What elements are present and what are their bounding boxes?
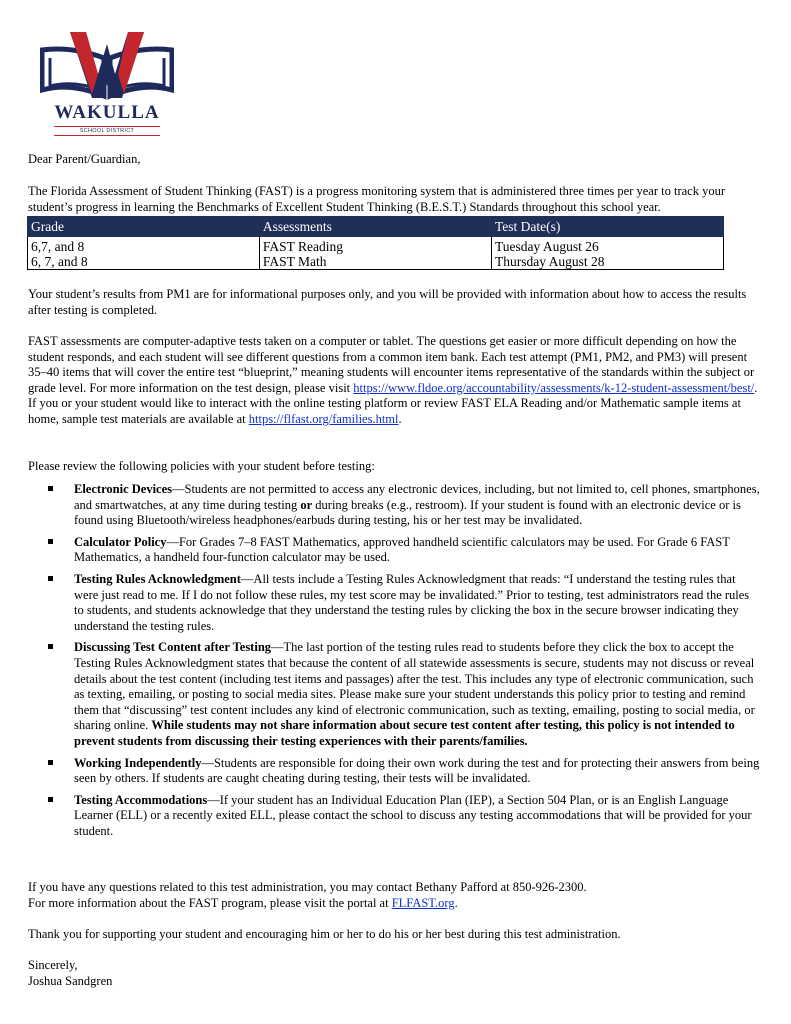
- results-paragraph: Your student’s results from PM1 are for informational purposes only, and you will be provided with information about how to access the results after testing is completed.: [28, 287, 747, 317]
- table-cell: FAST Reading: [259, 237, 491, 255]
- policy-list: [28, 482, 761, 839]
- policy-title: Electronic Devices: [74, 482, 172, 496]
- table-cell: FAST Math: [259, 254, 491, 270]
- thanks-paragraph: Thank you for supporting your student and encouraging him or her to do his or her best during this test administration.: [28, 927, 621, 941]
- policy-text: during breaks (e.g., restroom). If your student is found with an electronic device or is found using Bluetooth/wireless headphones/earbuds during testing, his or her test may be invalidated.: [74, 497, 741, 528]
- logo-divider: [54, 135, 160, 136]
- policy-text: —For Grades 7–8 FAST Mathematics, approved handheld scientific calculators may be used. For Grade 6 FAST Mathematics, a handheld four-function calculator may be used.: [74, 534, 730, 565]
- list-item: [28, 572, 761, 634]
- portal-line: [28, 896, 761, 912]
- closing-block: [28, 958, 761, 989]
- policy-title: Calculator Policy: [74, 534, 167, 549]
- policy-emphasis: or: [300, 497, 313, 512]
- bullet-icon: [48, 486, 53, 491]
- policy-text: —All tests include a Testing Rules Acknowledgment that reads: “I understand the testing rules that were just read to me. If I do not follow these rules, my test score may be invalidated.” Prior to testing, test administrators read the rules to students, and students acknowledge that they understand the testing rules by clicking the box in the secure browser indicating they understand the testing rules.: [74, 571, 750, 633]
- logo-subtitle: SCHOOL DISTRICT: [79, 128, 135, 134]
- logo-name: WAKULLA: [54, 102, 160, 123]
- policy-text: —Students are not permitted to access any electronic devices, including, but not limited to, cell phones, smartphones, and smartwatches, at any time during testing: [74, 482, 760, 512]
- logo-divider: [54, 126, 160, 127]
- table-header-cell: Grade: [28, 217, 260, 237]
- policy-title: Testing Rules Acknowledgment: [74, 571, 241, 586]
- table-row: [28, 254, 724, 270]
- list-item: [28, 756, 761, 787]
- intro-paragraph: The Florida Assessment of Student Thinking (FAST) is a progress monitoring system that is administered three times per year to track your student’s progress in learning the Benchmarks of Excellent Student Thinking (B.E.S.T.) Standards throughout this school year.: [28, 184, 725, 214]
- contact-line: If you have any questions related to this test administration, you may contact Bethany Pafford at 850-926-2300.: [28, 880, 587, 894]
- table-row: [28, 237, 724, 255]
- flfast-families-link[interactable]: https://flfast.org/families.html: [248, 411, 399, 426]
- signer-name: Joshua Sandgren: [28, 973, 113, 988]
- contact-block: [28, 880, 761, 911]
- table-header-cell: Test Date(s): [491, 217, 723, 237]
- bullet-icon: [48, 539, 53, 544]
- policy-title: Testing Accommodations: [74, 792, 208, 807]
- policy-text: —If your student has an Individual Education Plan (IEP), a Section 504 Plan, or is an English Language Learner (ELL) or a recently exited ELL, please contact the school to discuss any testing accommodations that will be provided for your student.: [74, 792, 752, 838]
- policy-text: —Students are responsible for doing their own work during the test and for protecting their answers from being seen by others. If students are caught cheating during testing, their tests will be invalidated.: [74, 755, 760, 786]
- list-item: [28, 535, 761, 566]
- bullet-icon: [48, 644, 53, 649]
- policies-intro: Please review the following policies with your student before testing:: [28, 459, 375, 473]
- table-cell: Tuesday August 26: [491, 237, 723, 255]
- flfast-portal-link[interactable]: FLFAST.org: [391, 895, 455, 910]
- table-header-cell: Assessments: [259, 217, 491, 237]
- bullet-icon: [48, 760, 53, 765]
- bullet-icon: [48, 576, 53, 581]
- fast-info-paragraph: [28, 334, 761, 428]
- policy-emphasis: While students may not share information about secure test content after testing, this policy is not intended to prevent students from discussing their testing experiences with their parents/families.: [74, 718, 735, 748]
- greeting: Dear Parent/Guardian,: [28, 152, 141, 166]
- list-item: [28, 793, 761, 840]
- fast-info-text: .: [398, 411, 402, 426]
- policy-title: Discussing Test Content after Testing: [74, 640, 272, 655]
- fast-info-text: . If you or your student would like to interact with the online testing platform or review FAST ELA Reading and/or Mathematic sample items at home, sample test materials are available at: [28, 380, 758, 426]
- list-item: [28, 482, 761, 529]
- list-item: [28, 640, 761, 749]
- bullet-icon: [48, 797, 53, 802]
- closing: Sincerely,: [28, 958, 78, 972]
- table-header-row: [28, 217, 724, 237]
- table-cell: Thursday August 28: [491, 254, 723, 270]
- book-w-logo-icon: [40, 28, 174, 108]
- policy-text: —The last portion of the testing rules read to students before they click the box to accept the Testing Rules Acknowledgment states that because the content of all statewide assessments is secure, students may not discuss or reveal details about the test content (including test items and passages) after the test. This includes any type of electronic communication, such as texting, emailing, or posting to social media sites. Please make sure your student understands this policy prior to testing and remind them that “discussing” test content includes any kind of electronic communication, such as texting, emailing, posting to social media, or sharing online.: [74, 640, 755, 733]
- portal-text: For more information about the FAST program, please visit the portal at: [28, 895, 392, 910]
- test-schedule-table: [27, 216, 724, 270]
- fldoe-link[interactable]: https://www.fldoe.org/accountability/assessments/k-12-student-assessment/best/: [353, 380, 755, 395]
- fast-info-text: FAST assessments are computer-adaptive tests taken on a computer or tablet. The questions get easier or more difficult depending on how the student responds, and each student will see different questions from a common item bank. Each test attempt (PM1, PM2, and PM3) will present 35–40 items that will cover the entire test “blueprint,” meaning students will encounter items representative of the standards within the subject or grade level. For more information on the test design, please visit: [28, 334, 755, 395]
- table-cell: 6,7, and 8: [28, 237, 260, 255]
- portal-end: .: [454, 895, 458, 910]
- district-logo: [40, 28, 180, 138]
- policy-title: Working Independently: [74, 755, 202, 770]
- table-cell: 6, 7, and 8: [28, 254, 260, 270]
